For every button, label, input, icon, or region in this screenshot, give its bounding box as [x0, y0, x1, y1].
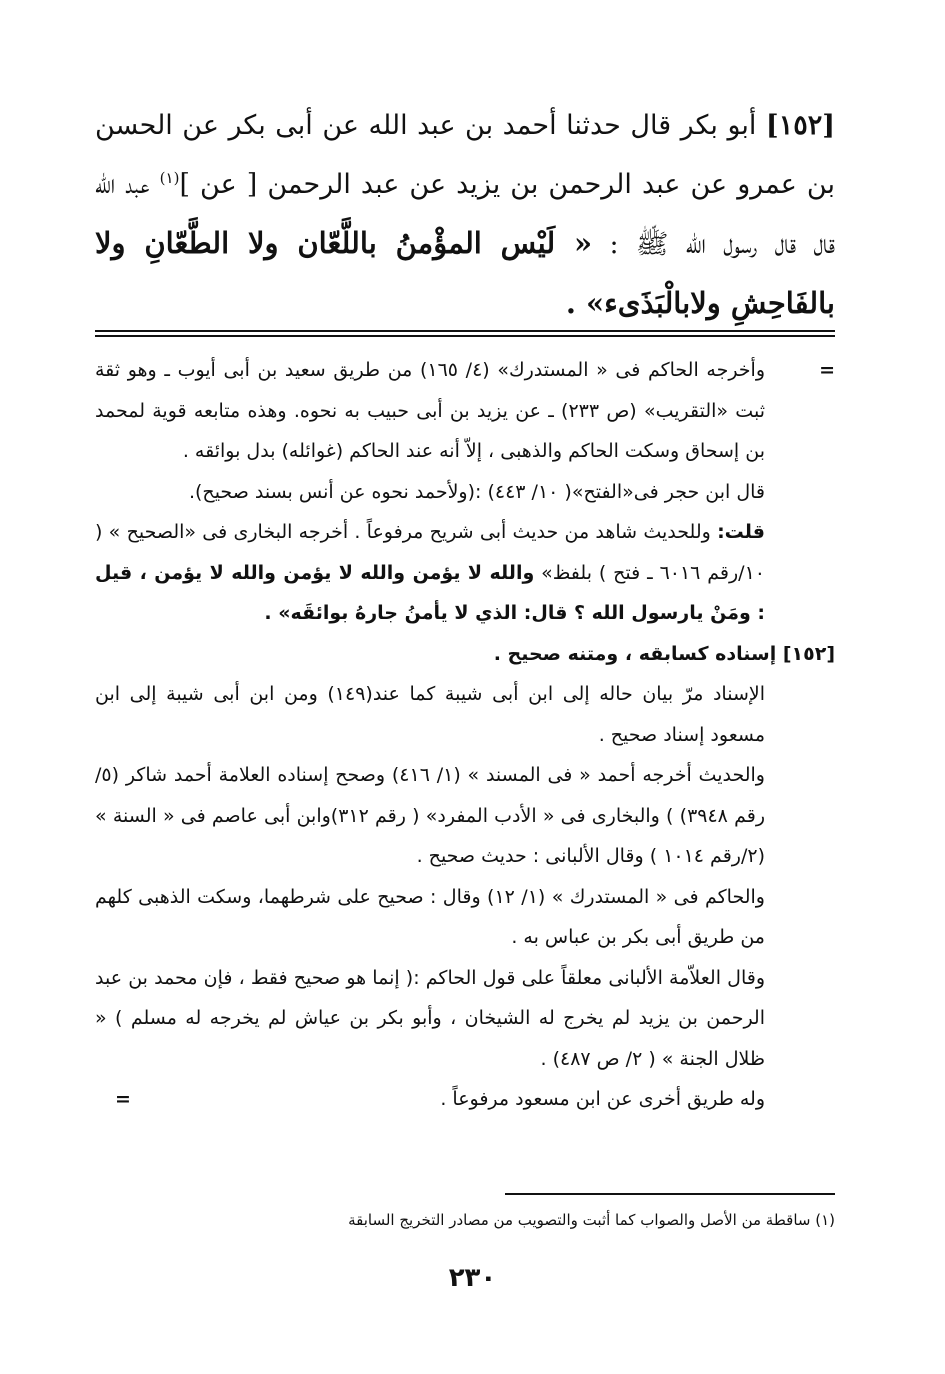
note-paragraph-2 — [95, 472, 835, 513]
note-paragraph-9 — [95, 1079, 835, 1120]
note-heading: [١٥٢] إسناده كسابقه ، ومتنه صحيح . — [493, 642, 835, 665]
note-bold-quote: والله لا يؤمن والله لا يؤمن والله لا يؤمن ، قيل : ومَنْ يارسول الله ؟ قال: الذي لا يأمنُ جارهُ بوائقَه» . — [95, 561, 765, 624]
note-text: وأخرجه الحاكم فى « المستدرك» (٤/ ١٦٥) من طريق سعيد بن أبى أيوب ـ وهو ثقة ثبت «التقريب» (ص ٢٣٣) ـ عن يزيد بن أبى حبيب به نحوه. وهذه متابعه قوية لمحمد بن إسحاق وسكت الحاكم والذهبى ، إلاّ أنه عند الحاكم (غوائله) بدل بوائقه . — [95, 359, 766, 462]
hadith-number: [١٥٢] — [765, 110, 835, 141]
note-heading-152 — [95, 634, 835, 675]
hadith-text — [95, 96, 835, 334]
note-text: وله طريق أخرى عن ابن مسعود مرفوعاً . — [440, 1088, 765, 1110]
note-paragraph-1 — [95, 350, 835, 472]
note-text: الإسناد مرّ بيان حاله إلى ابن أبى شيبة كما عند(١٤٩) ومن ابن أبى شيبة إلى ابن مسعود إسناد صحيح . — [95, 683, 765, 746]
footnote-reference: (١) — [159, 169, 180, 187]
note-text: وقال العلاّمة الألبانى معلقاً على قول الحاكم :( إنما هو صحيح فقط ، فإن محمد بن عبد الرحمن بن يزيد لم يخرج له الشيخان ، وأبو بكر بن عياش لم يخرجه له مسلم ) « ظلال الجنة » ( ٢/ ص ٤٨٧) . — [95, 966, 765, 1070]
commentary-notes — [95, 350, 835, 1120]
note-paragraph-6 — [95, 755, 835, 877]
hadith-matn: « لَيْس المؤْمنُ باللَّعّان ولا الطَّعّانِ ولا بالفَاحِشِ ولابالْبَذَىء» . — [95, 226, 835, 320]
note-text: والحديث أخرجه أحمد « فى المسند » (١/ ٤١٦) وصحح إسناده العلامة أحمد شاكر (٥/ رقم ٣٩٤٨) ) والبخارى فى « الأدب المفرد» ( رقم ٣١٢)وابن أبى عاصم فى « السنة » (٢/رقم ١٠١٤ ) وقال الألبانى : حديث صحيح . — [95, 764, 765, 867]
footnote: (١) ساقطة من الأصل والصواب كما أثبت والتصويب من مصادر التخريج السابقة — [348, 1211, 835, 1229]
note-paragraph-5 — [95, 674, 835, 755]
note-paragraph-7 — [95, 877, 835, 958]
note-paragraph-8 — [95, 958, 835, 1080]
note-text: والحاكم فى « المستدرك » (١/ ١٢) وقال : صحيح على شرطهما، وسكت الذهبى كلهم من طريق أبى بكر بن عباس به . — [95, 885, 765, 948]
hadith-isnad-part-1: أبو بكر قال حدثنا أحمد بن عبد الله عن أبى بكر عن الحسن بن عمرو عن عبد الرحمن بن يزيد عن عبد الرحمن [ عن ] — [95, 110, 835, 200]
continuation-mark: = — [819, 359, 835, 381]
note-text: وللحديث شاهد من حديث أبى شريح مرفوعاً . أخرجه البخارى فى «الصحيح » ( ١٠/رقم ٦٠١٦ ـ فتح ) بلفظ» — [95, 521, 765, 584]
page-number: ٢٣٠ — [448, 1263, 497, 1293]
continuation-mark-end: = — [115, 1088, 131, 1110]
double-divider — [95, 330, 835, 337]
footnote-divider — [505, 1193, 835, 1195]
note-text: قال ابن حجر فى«الفتح»( ١٠/ ٤٤٣) :(ولأحمد نحوه عن أنس بسند صحيح). — [188, 480, 765, 503]
hadith-isnad-part-2: عبد الله قال قال رسول الله ﷺ : — [95, 169, 835, 260]
note-paragraph-3 — [95, 512, 835, 634]
note-lead: قلت: — [717, 521, 765, 543]
